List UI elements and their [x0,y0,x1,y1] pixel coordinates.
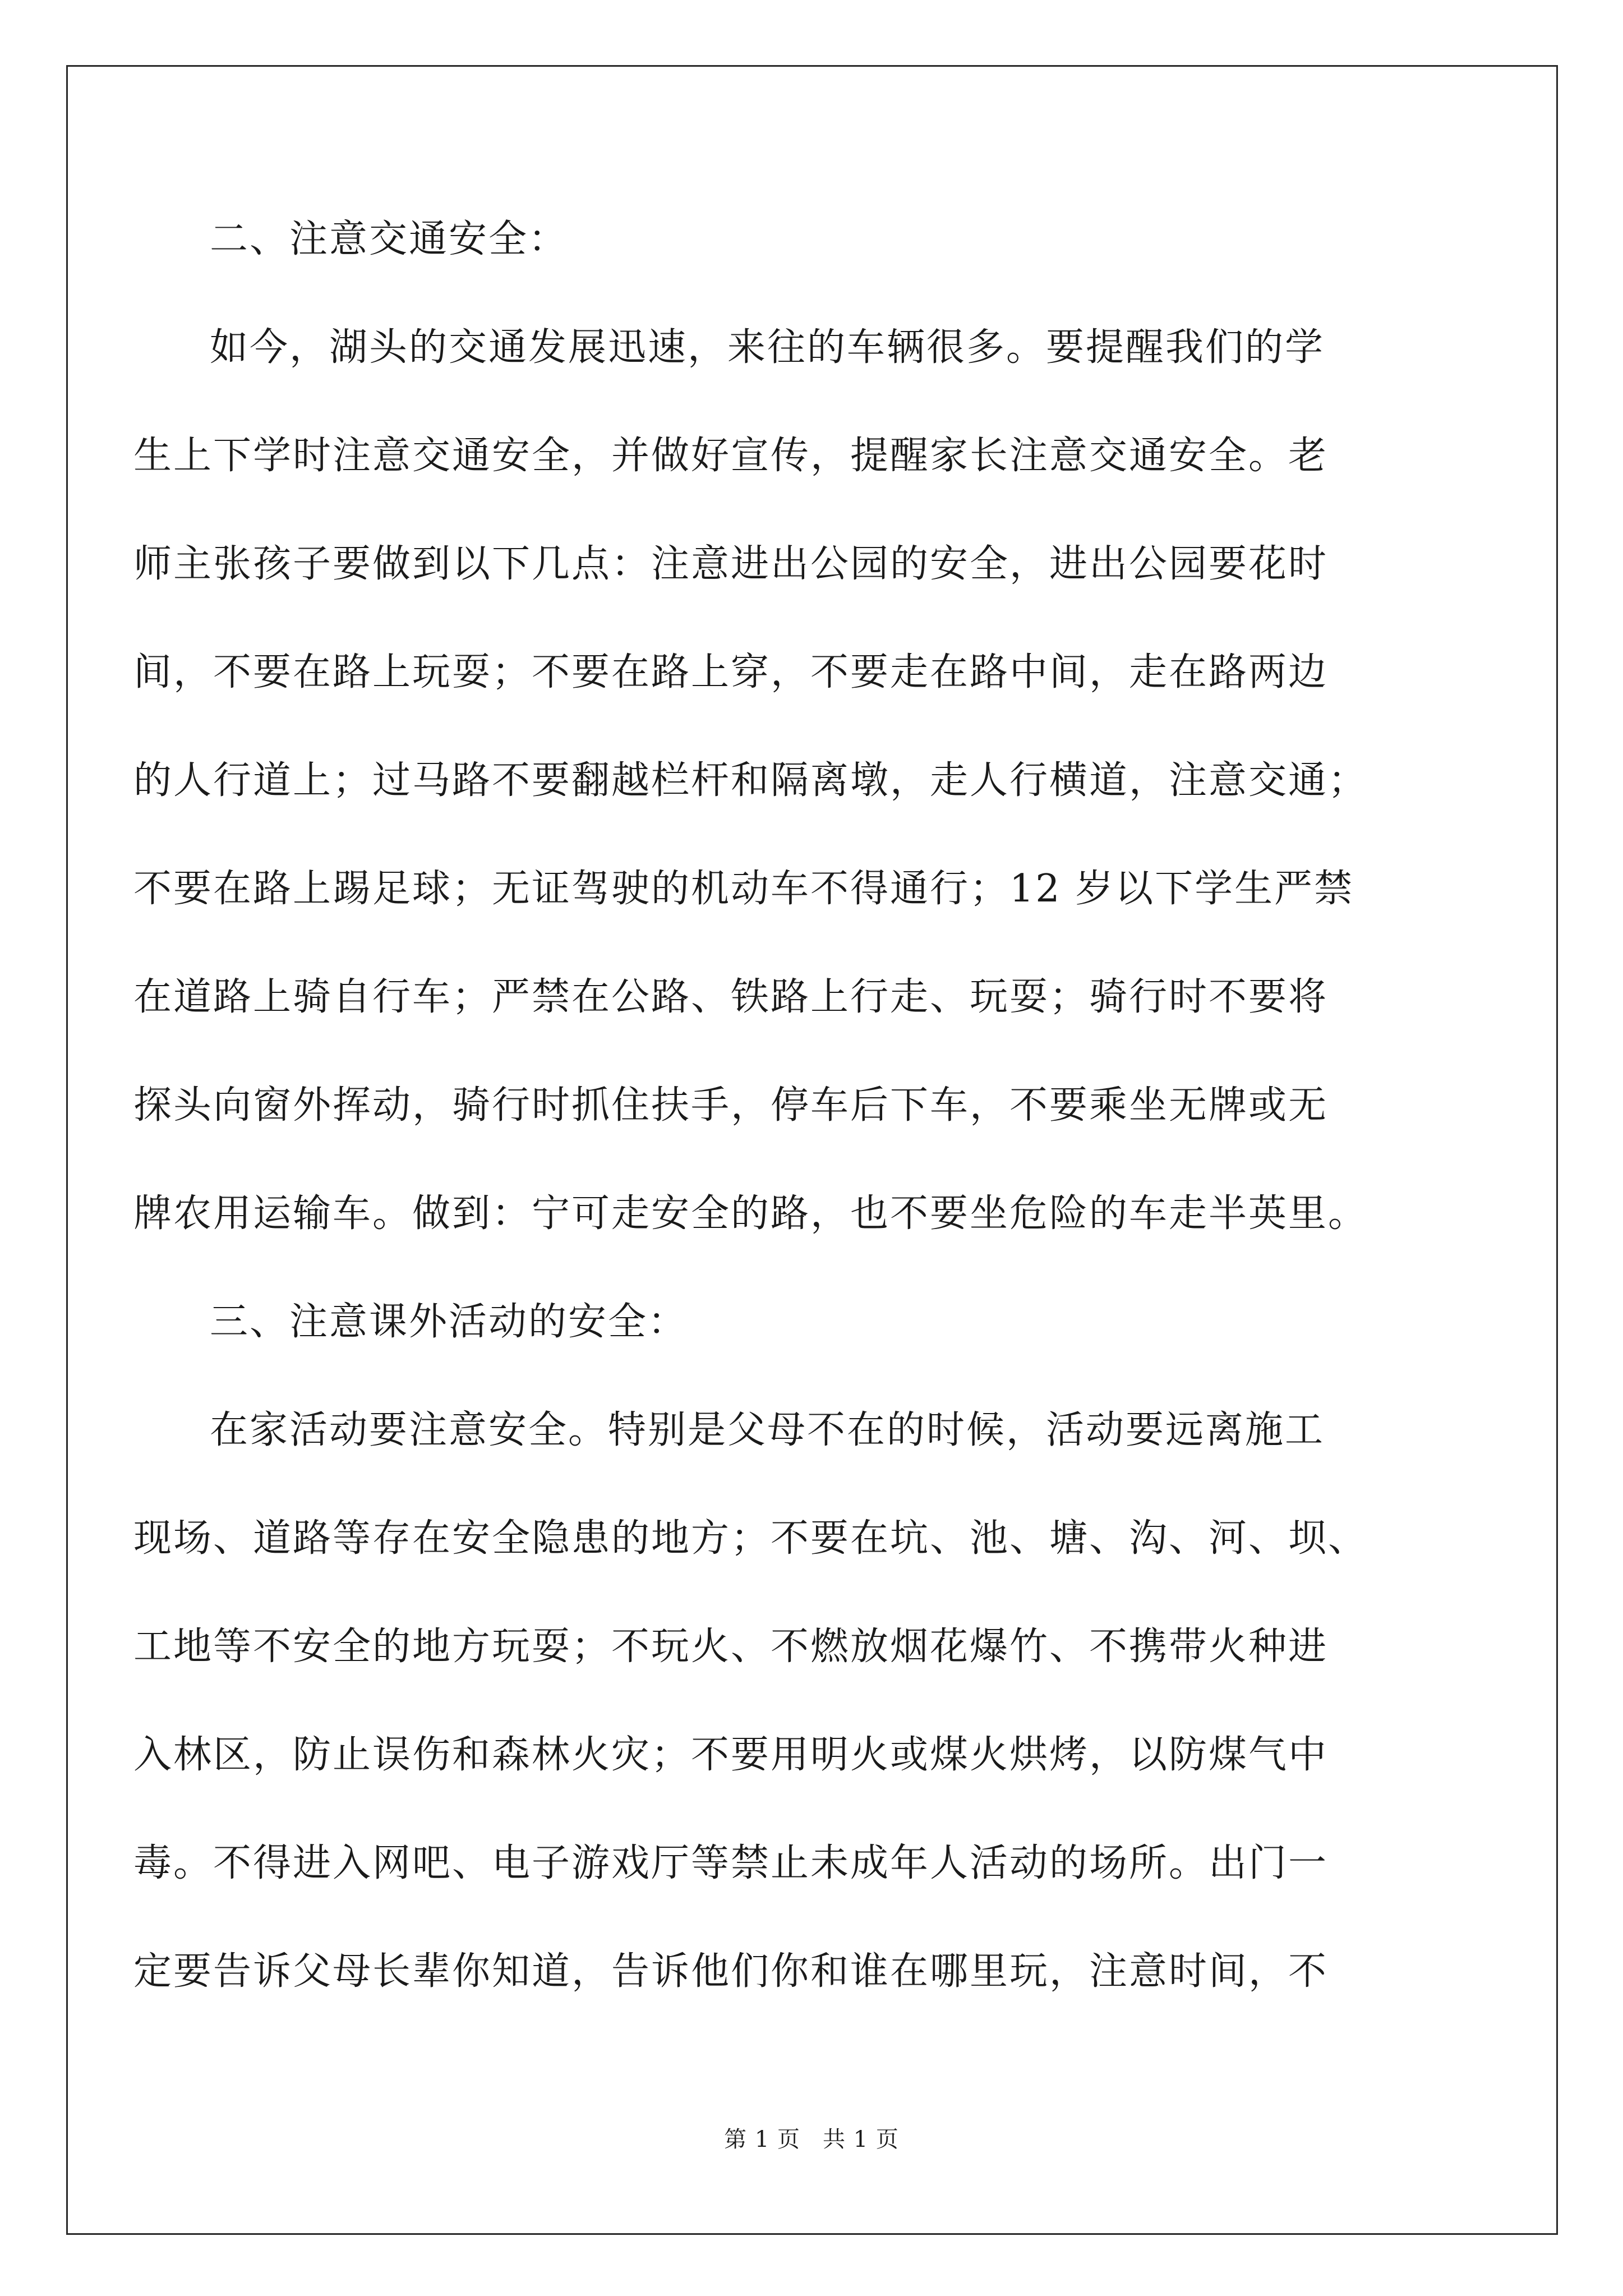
paragraph-line: 生上下学时注意交通安全，并做好宣传，提醒家长注意交通安全。老 [133,434,1329,478]
paragraph-line: 工地等不安全的地方玩耍；不玩火、不燃放烟花爆竹、不携带火种进 [133,1625,1329,1669]
paragraph-line: 的人行道上；过马路不要翻越栏杆和隔离墩，走人行横道，注意交通； [133,758,1368,803]
paragraph-line: 如今，湖头的交通发展迅速，来往的车辆很多。要提醒我们的学 [210,325,1325,370]
paragraph-line: 定要告诉父母长辈你知道，告诉他们你和谁在哪里玩，注意时间，不 [133,1949,1329,1994]
paragraph-line: 毒。不得进入网吧、电子游戏厅等禁止未成年人活动的场所。出门一 [133,1841,1329,1885]
paragraph-line: 间，不要在路上玩耍；不要在路上穿，不要走在路中间，走在路两边 [133,650,1329,694]
paragraph-line: 探头向窗外挥动，骑行时抓住扶手，停车后下车，不要乘坐无牌或无 [133,1083,1329,1128]
paragraph-line: 在道路上骑自行车；严禁在公路、铁路上行走、玩耍；骑行时不要将 [133,975,1329,1019]
section-heading-activities: 三、注意课外活动的安全： [210,1300,688,1344]
paragraph-line: 不要在路上踢足球；无证驾驶的机动车不得通行；12 岁以下学生严禁 [133,867,1354,911]
page-footer [0,2122,1623,2154]
page-total: 共 1 页 [823,2127,899,2152]
paragraph-line: 牌农用运输车。做到：宁可走安全的路，也不要坐危险的车走半英里。 [133,1191,1368,1236]
document-body [133,185,1491,2026]
paragraph-line: 现场、道路等存在安全隐患的地方；不要在坑、池、塘、沟、河、坝、 [133,1516,1368,1561]
paragraph-line: 师主张孩子要做到以下几点：注意进出公园的安全，进出公园要花时 [133,542,1329,586]
section-heading-traffic: 二、注意交通安全： [210,217,569,261]
page-number: 第 1 页 [724,2127,800,2152]
paragraph-line: 入林区，防止误伤和森林火灾；不要用明火或煤火烘烤，以防煤气中 [133,1733,1329,1777]
paragraph-line: 在家活动要注意安全。特别是父母不在的时候，活动要远离施工 [210,1408,1325,1452]
